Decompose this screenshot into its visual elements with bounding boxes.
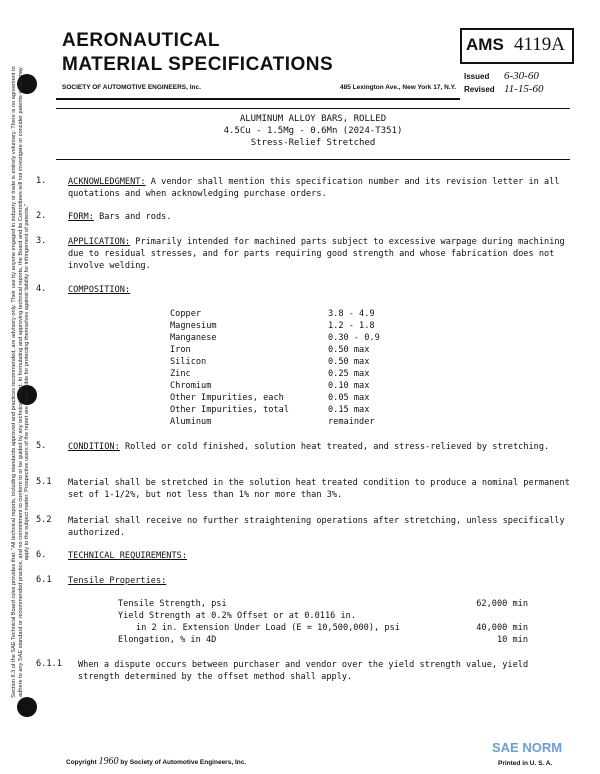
element-name: Silicon [170, 357, 207, 367]
copyright-owner: by Society of Automotive Engineers, Inc. [120, 759, 247, 766]
section-number: 1. [36, 176, 47, 186]
margin-disclaimer-text: Section 8.3 of the SAE Technical Board rules provides that: "All technical reports, including standards approved and practices recommended, are advisory only. Their use by anyone engaged in industry or trade is entirely voluntary. There is no agreement to adhere to any SAE standard or recommended practice, and no commitment to conform to or be guided by any technical report. In formulating and approving technical reports, the Board and its Committees will not investigate or consider patents which may apply to the subject matter. Prospective users of the report are responsible for protecting themselves against liability for infringement of patents." [11, 66, 31, 698]
tensile-value: 62,000 min [476, 599, 528, 609]
elongation-value: 10 min [496, 635, 528, 645]
element-value: remainder [328, 417, 375, 427]
section-heading: ACKNOWLEDGMENT: [68, 177, 146, 187]
element-name: Zinc [170, 369, 191, 379]
ams-label: AMS [466, 35, 504, 54]
tensile-row [118, 598, 528, 610]
section-number: 4. [36, 284, 47, 294]
table-row [170, 308, 380, 320]
element-value: 0.50 max [328, 345, 370, 355]
section-text: Rolled or cold finished, solution heat treated, and stress-relieved by stretching. [124, 442, 550, 452]
sae-norm-watermark [492, 740, 562, 755]
section-number: 6. [36, 550, 47, 560]
section-number: 2. [36, 211, 47, 221]
section-number: 3. [36, 236, 47, 246]
margin-disclaimer [6, 58, 36, 706]
element-value: 1.2 - 1.8 [328, 321, 375, 331]
section-number: 5. [36, 441, 47, 451]
section-text: Material shall be stretched in the solution heat treated condition to produce a nominal permanent set of 1-1/2%, but not less than 1% nor more than 3%. [68, 478, 570, 500]
element-name: Other Impurities, each [170, 393, 284, 403]
element-name: Chromium [170, 381, 212, 391]
table-row [170, 392, 380, 404]
section-number: 6.1 [36, 575, 52, 585]
yield-label: Yield Strength at 0.2% Offset or at 0.0116 in. [118, 611, 356, 621]
composition-table [170, 308, 380, 428]
table-row [170, 332, 380, 344]
section-text: When a dispute occurs between purchaser and vendor over the yield strength value, yield strength determined by the offset method shall apply. [78, 660, 529, 682]
table-row [170, 344, 380, 356]
issued-label: Issued [464, 72, 490, 81]
yield-row-2 [118, 622, 528, 634]
printed-in: Printed in U. S. A. [498, 760, 553, 767]
revised-label: Revised [464, 85, 495, 94]
element-value: 0.30 - 0.9 [328, 333, 380, 343]
watermark-text: SAE NORM [492, 740, 563, 755]
issued-date: 6-30-60 [504, 70, 539, 82]
table-row [170, 380, 380, 392]
section-text: Material shall receive no further straightening operations after stretching, unless specifically authorized. [68, 516, 565, 538]
masthead-line2: MATERIAL SPECIFICATIONS [62, 54, 334, 75]
element-value: 0.10 max [328, 381, 370, 391]
section-number: 5.2 [36, 515, 52, 525]
element-name: Other Impurities, total [170, 405, 289, 415]
section-text: Bars and rods. [99, 212, 172, 222]
section-heading: COMPOSITION: [68, 285, 131, 295]
element-value: 0.05 max [328, 393, 370, 403]
masthead [56, 22, 460, 100]
masthead-line1: AERONAUTICAL [62, 30, 220, 51]
tensile-label: Tensile Strength, psi [118, 599, 227, 609]
section-text: A vendor shall mention this specification number and its revision letter in all quotations and when acknowledging purchase orders. [68, 177, 560, 199]
element-name: Aluminum [170, 417, 212, 427]
element-value: 0.25 max [328, 369, 370, 379]
element-name: Magnesium [170, 321, 217, 331]
section-heading: TECHNICAL REQUIREMENTS: [68, 551, 187, 561]
section-number: 6.1.1 [36, 659, 62, 669]
section-heading: CONDITION: [68, 442, 120, 452]
copyright-year: 1960 [98, 756, 119, 767]
copyright-line [66, 756, 246, 767]
elongation-label: Elongation, % in 4D [118, 635, 217, 645]
table-row [170, 320, 380, 332]
society-name: SOCIETY OF AUTOMOTIVE ENGINEERS, Inc. [62, 84, 201, 91]
spec-title [56, 108, 570, 160]
section-heading: APPLICATION: [68, 237, 131, 247]
element-name: Copper [170, 309, 202, 319]
element-name: Iron [170, 345, 191, 355]
yield-value: 40,000 min [476, 623, 528, 633]
section-heading: Tensile Properties: [68, 576, 167, 586]
title-line2: 4.5Cu - 1.5Mg - 0.6Mn (2024-T351) [223, 126, 403, 136]
yield-row [118, 610, 528, 622]
yield-label-2: in 2 in. Extension Under Load (E = 10,500,000), psi [136, 623, 400, 633]
element-name: Manganese [170, 333, 217, 343]
table-row [170, 416, 380, 428]
dates-block [464, 70, 544, 96]
title-line1: ALUMINUM ALLOY BARS, ROLLED [239, 114, 387, 124]
section-text: Primarily intended for machined parts subject to excessive warpage during machining due to residual stresses, and for parts requiring good strength and whose fabrication does not involve welding. [68, 237, 565, 271]
copyright-label: Copyright [66, 759, 97, 766]
ams-number: 4119A [514, 34, 566, 55]
element-value: 3.8 - 4.9 [328, 309, 375, 319]
section-heading: FORM: [68, 212, 94, 222]
title-line3: Stress-Relief Stretched [250, 138, 376, 148]
table-row [170, 368, 380, 380]
table-row [170, 356, 380, 368]
table-row [170, 404, 380, 416]
ams-number-box [460, 28, 574, 64]
elongation-row [118, 634, 528, 646]
society-address: 485 Lexington Ave., New York 17, N.Y. [340, 84, 456, 91]
section-number: 5.1 [36, 477, 52, 487]
element-value: 0.50 max [328, 357, 370, 367]
revised-date: 11-15-60 [504, 83, 544, 95]
element-value: 0.15 max [328, 405, 370, 415]
